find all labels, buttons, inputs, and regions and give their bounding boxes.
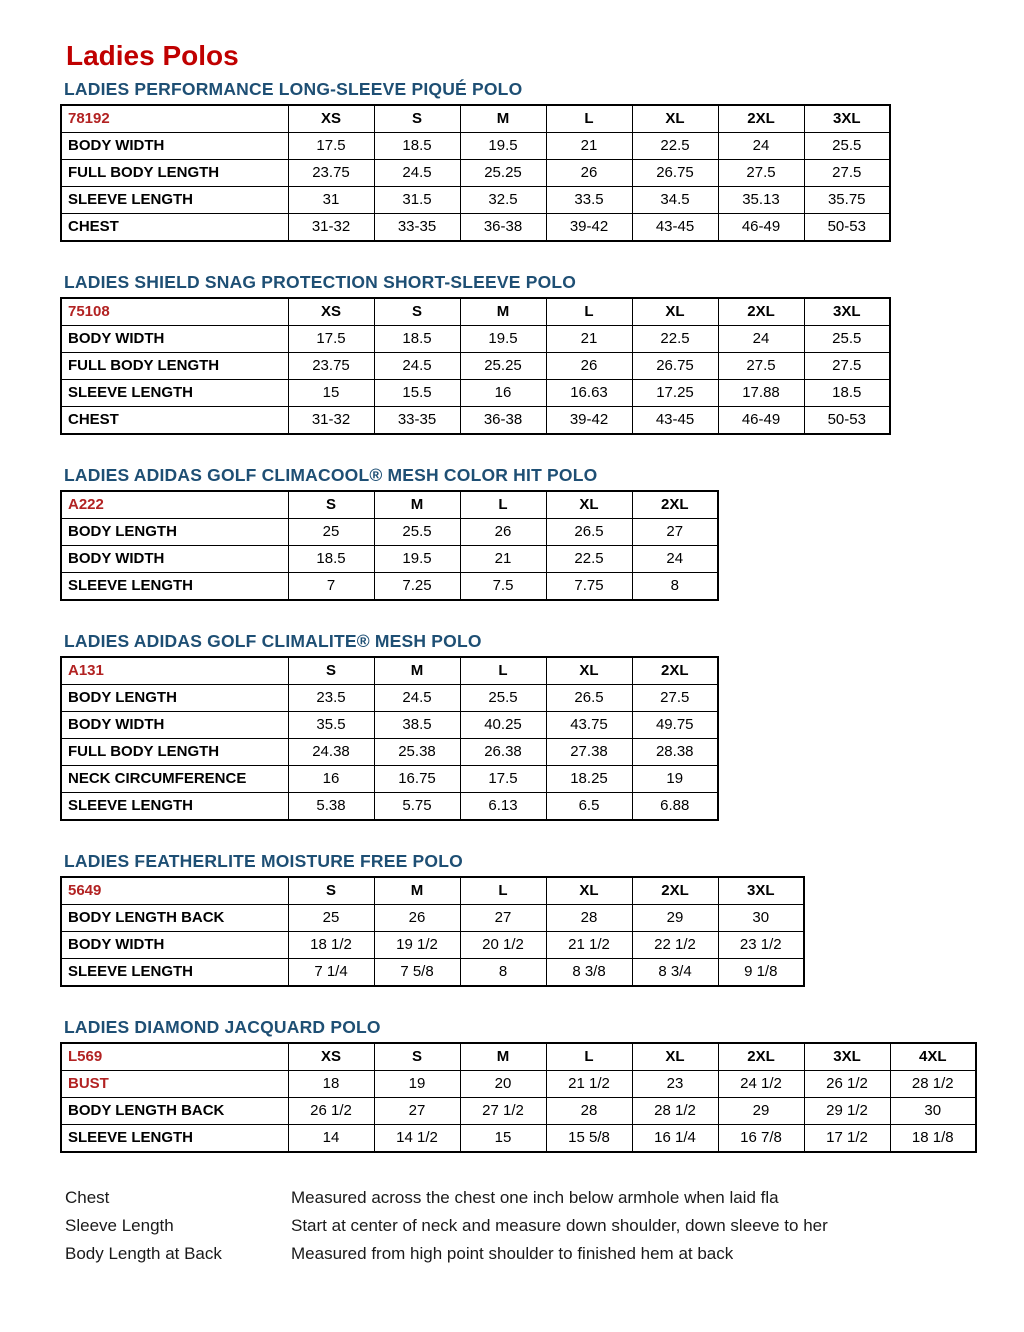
size-header: 2XL [632,877,718,905]
size-value: 15 [460,1125,546,1153]
table-row [61,407,890,435]
size-value: 19 1/2 [374,932,460,959]
size-value: 24.5 [374,685,460,712]
size-value: 24 [718,133,804,160]
size-header: XL [632,298,718,326]
size-value: 16 1/4 [632,1125,718,1153]
table-heading: LADIES ADIDAS GOLF CLIMACOOL® MESH COLOR HIT POLO [64,465,598,485]
size-header: 4XL [890,1043,976,1071]
size-header: XL [546,657,632,685]
size-header: 2XL [632,657,718,685]
row-label: BODY WIDTH [61,326,288,353]
size-value: 31.5 [374,187,460,214]
size-value: 34.5 [632,187,718,214]
size-value: 24 [632,546,718,573]
size-value: 40.25 [460,712,546,739]
size-value: 29 [718,1098,804,1125]
table-header-row [61,105,890,133]
row-label: BODY LENGTH BACK [61,1098,288,1125]
product-code: A222 [61,491,288,519]
size-value: 18.5 [374,133,460,160]
footnotes [65,1184,1004,1268]
size-header: XL [632,105,718,133]
table-section [60,272,1004,435]
size-value: 22.5 [546,546,632,573]
size-value: 14 1/2 [374,1125,460,1153]
size-value: 35.13 [718,187,804,214]
size-header: S [374,105,460,133]
size-value: 38.5 [374,712,460,739]
product-code: 75108 [61,298,288,326]
size-header: M [374,877,460,905]
size-value: 7.75 [546,573,632,601]
size-value: 35.5 [288,712,374,739]
table-section [60,1017,1004,1153]
footnote-definition: Measured across the chest one inch below armhole when laid fla [291,1188,779,1207]
table-heading: LADIES ADIDAS GOLF CLIMALITE® MESH POLO [64,631,482,651]
table-row [61,187,890,214]
row-label: BODY LENGTH BACK [61,905,288,932]
size-header: 3XL [804,105,890,133]
size-value: 26 [546,353,632,380]
footnote-definition: Measured from high point shoulder to finished hem at back [291,1244,734,1263]
size-value: 25.25 [460,353,546,380]
size-value: 19.5 [460,326,546,353]
size-value: 5.75 [374,793,460,821]
size-header: M [374,657,460,685]
size-value: 8 3/4 [632,959,718,987]
size-value: 28 1/2 [890,1071,976,1098]
size-value: 26.5 [546,685,632,712]
size-value: 29 1/2 [804,1098,890,1125]
size-value: 19 [632,766,718,793]
size-table [60,656,719,821]
size-value: 39-42 [546,214,632,242]
size-value: 19.5 [374,546,460,573]
size-value: 50-53 [804,407,890,435]
size-value: 20 1/2 [460,932,546,959]
size-value: 39-42 [546,407,632,435]
footnote-term: Sleeve Length [65,1216,174,1235]
size-value: 49.75 [632,712,718,739]
size-value: 6.13 [460,793,546,821]
size-value: 16 7/8 [718,1125,804,1153]
size-value: 18.5 [804,380,890,407]
size-value: 27.5 [718,160,804,187]
size-value: 15 5/8 [546,1125,632,1153]
size-value: 31 [288,187,374,214]
table-header-row [61,1043,976,1071]
table-row [61,326,890,353]
size-header: L [460,877,546,905]
size-header: 2XL [632,491,718,519]
size-header: 3XL [718,877,804,905]
size-header: XS [288,1043,374,1071]
size-value: 31-32 [288,214,374,242]
size-value: 27.5 [718,353,804,380]
size-header: M [460,105,546,133]
table-row [61,1125,976,1153]
size-value: 29 [632,905,718,932]
table-row [61,712,718,739]
table-heading: LADIES SHIELD SNAG PROTECTION SHORT-SLEEVE POLO [64,272,577,292]
size-value: 18.5 [288,546,374,573]
size-value: 46-49 [718,407,804,435]
size-value: 9 1/8 [718,959,804,987]
row-label: FULL BODY LENGTH [61,160,288,187]
footnote-term: Chest [65,1188,110,1207]
size-value: 21 [546,326,632,353]
size-value: 18.5 [374,326,460,353]
table-row [61,133,890,160]
table-row [61,380,890,407]
size-header: 3XL [804,298,890,326]
size-value: 23.75 [288,353,374,380]
table-row [61,546,718,573]
size-header: M [374,491,460,519]
table-row [61,905,804,932]
size-table [60,876,805,987]
size-value: 16 [288,766,374,793]
size-table [60,490,719,601]
size-value: 7 1/4 [288,959,374,987]
table-row [61,353,890,380]
size-value: 27 [374,1098,460,1125]
size-value: 21 1/2 [546,932,632,959]
table-section [60,465,1004,601]
size-value: 17.5 [288,326,374,353]
size-value: 8 3/8 [546,959,632,987]
size-value: 28 [546,905,632,932]
table-row [61,932,804,959]
size-value: 16.75 [374,766,460,793]
size-value: 26 1/2 [804,1071,890,1098]
size-value: 5.38 [288,793,374,821]
product-code: 78192 [61,105,288,133]
size-value: 24 1/2 [718,1071,804,1098]
table-row [61,573,718,601]
row-label: SLEEVE LENGTH [61,573,288,601]
size-value: 23 [632,1071,718,1098]
size-value: 26.75 [632,160,718,187]
size-value: 31-32 [288,407,374,435]
size-value: 19 [374,1071,460,1098]
size-value: 33-35 [374,214,460,242]
row-label: NECK CIRCUMFERENCE [61,766,288,793]
size-value: 25 [288,905,374,932]
size-header: L [546,1043,632,1071]
size-header: S [288,657,374,685]
size-value: 26 [374,905,460,932]
row-label: BODY WIDTH [61,712,288,739]
size-header: M [460,298,546,326]
size-value: 26 [546,160,632,187]
size-value: 24.38 [288,739,374,766]
size-value: 22.5 [632,133,718,160]
size-header: XS [288,298,374,326]
size-value: 18 [288,1071,374,1098]
size-header: XS [288,105,374,133]
size-value: 16 [460,380,546,407]
size-value: 7.5 [460,573,546,601]
size-value: 22 1/2 [632,932,718,959]
size-value: 25.5 [804,326,890,353]
row-label: CHEST [61,407,288,435]
size-value: 19.5 [460,133,546,160]
size-value: 26 1/2 [288,1098,374,1125]
size-value: 6.5 [546,793,632,821]
size-value: 27.5 [804,353,890,380]
size-header: XL [546,491,632,519]
row-label: BODY WIDTH [61,546,288,573]
size-header: 3XL [804,1043,890,1071]
size-value: 21 [546,133,632,160]
size-value: 50-53 [804,214,890,242]
size-header: XL [546,877,632,905]
size-value: 43.75 [546,712,632,739]
size-value: 26 [460,519,546,546]
table-row [61,959,804,987]
size-value: 17.25 [632,380,718,407]
table-heading: LADIES FEATHERLITE MOISTURE FREE POLO [64,851,463,871]
size-value: 32.5 [460,187,546,214]
size-value: 24 [718,326,804,353]
size-header: L [460,491,546,519]
size-value: 33.5 [546,187,632,214]
size-value: 7 [288,573,374,601]
size-value: 27.5 [804,160,890,187]
size-value: 17 1/2 [804,1125,890,1153]
size-header: L [546,105,632,133]
row-label: SLEEVE LENGTH [61,1125,288,1153]
size-value: 17.88 [718,380,804,407]
size-value: 24.5 [374,160,460,187]
size-table [60,297,891,435]
size-value: 33-35 [374,407,460,435]
size-header: L [546,298,632,326]
size-header: S [288,877,374,905]
size-value: 28 [546,1098,632,1125]
size-value: 26.75 [632,353,718,380]
size-value: 18 1/2 [288,932,374,959]
table-row [61,793,718,821]
row-label: SLEEVE LENGTH [61,959,288,987]
size-value: 36-38 [460,407,546,435]
size-value: 20 [460,1071,546,1098]
row-label: SLEEVE LENGTH [61,793,288,821]
size-value: 16.63 [546,380,632,407]
size-header: 2XL [718,298,804,326]
size-table [60,104,891,242]
product-code: A131 [61,657,288,685]
size-value: 25 [288,519,374,546]
size-value: 23 1/2 [718,932,804,959]
footnote-term: Body Length at Back [65,1244,222,1263]
size-value: 8 [632,573,718,601]
footnote-row [65,1212,1004,1240]
size-value: 27 [460,905,546,932]
row-label: SLEEVE LENGTH [61,380,288,407]
row-label: BODY LENGTH [61,685,288,712]
size-value: 25.5 [460,685,546,712]
table-row [61,766,718,793]
size-value: 22.5 [632,326,718,353]
table-row [61,1098,976,1125]
size-value: 21 [460,546,546,573]
footnote-row [65,1184,1004,1212]
size-value: 27 [632,519,718,546]
footnote-definition: Start at center of neck and measure down shoulder, down sleeve to her [291,1216,828,1235]
size-value: 46-49 [718,214,804,242]
size-value: 28.38 [632,739,718,766]
page-title: Ladies Polos [66,40,239,71]
row-label: BODY LENGTH [61,519,288,546]
table-section [60,851,1004,987]
size-value: 6.88 [632,793,718,821]
row-label: FULL BODY LENGTH [61,353,288,380]
size-value: 23.75 [288,160,374,187]
table-row [61,739,718,766]
size-value: 21 1/2 [546,1071,632,1098]
table-row [61,214,890,242]
table-heading: LADIES PERFORMANCE LONG-SLEEVE PIQUÉ POLO [64,79,523,99]
table-row [61,685,718,712]
table-header-row [61,657,718,685]
table-heading: LADIES DIAMOND JACQUARD POLO [64,1017,381,1037]
size-value: 25.5 [804,133,890,160]
size-value: 8 [460,959,546,987]
size-value: 7.25 [374,573,460,601]
size-value: 26.5 [546,519,632,546]
size-value: 35.75 [804,187,890,214]
table-header-row [61,491,718,519]
table-section [60,79,1004,242]
size-value: 25.38 [374,739,460,766]
size-value: 17.5 [288,133,374,160]
row-label: CHEST [61,214,288,242]
row-label: FULL BODY LENGTH [61,739,288,766]
size-value: 25.5 [374,519,460,546]
row-label: BUST [61,1071,288,1098]
size-header: 2XL [718,105,804,133]
size-value: 23.5 [288,685,374,712]
product-code: L569 [61,1043,288,1071]
size-value: 26.38 [460,739,546,766]
size-header: 2XL [718,1043,804,1071]
table-header-row [61,298,890,326]
table-row [61,519,718,546]
row-label: SLEEVE LENGTH [61,187,288,214]
size-header: M [460,1043,546,1071]
size-header: L [460,657,546,685]
size-value: 18 1/8 [890,1125,976,1153]
size-table [60,1042,977,1153]
size-value: 30 [890,1098,976,1125]
footnote-row [65,1240,1004,1268]
size-value: 24.5 [374,353,460,380]
size-header: S [288,491,374,519]
size-header: S [374,1043,460,1071]
table-header-row [61,877,804,905]
table-section [60,631,1004,821]
size-header: S [374,298,460,326]
table-row [61,1071,976,1098]
tables-list [60,79,1004,1153]
size-value: 36-38 [460,214,546,242]
table-row [61,160,890,187]
size-value: 27.5 [632,685,718,712]
size-value: 43-45 [632,407,718,435]
row-label: BODY WIDTH [61,932,288,959]
size-value: 30 [718,905,804,932]
size-value: 7 5/8 [374,959,460,987]
size-value: 18.25 [546,766,632,793]
size-value: 14 [288,1125,374,1153]
size-value: 15.5 [374,380,460,407]
size-value: 28 1/2 [632,1098,718,1125]
size-value: 17.5 [460,766,546,793]
size-value: 15 [288,380,374,407]
size-value: 27 1/2 [460,1098,546,1125]
size-value: 43-45 [632,214,718,242]
product-code: 5649 [61,877,288,905]
size-value: 27.38 [546,739,632,766]
size-value: 25.25 [460,160,546,187]
size-header: XL [632,1043,718,1071]
row-label: BODY WIDTH [61,133,288,160]
